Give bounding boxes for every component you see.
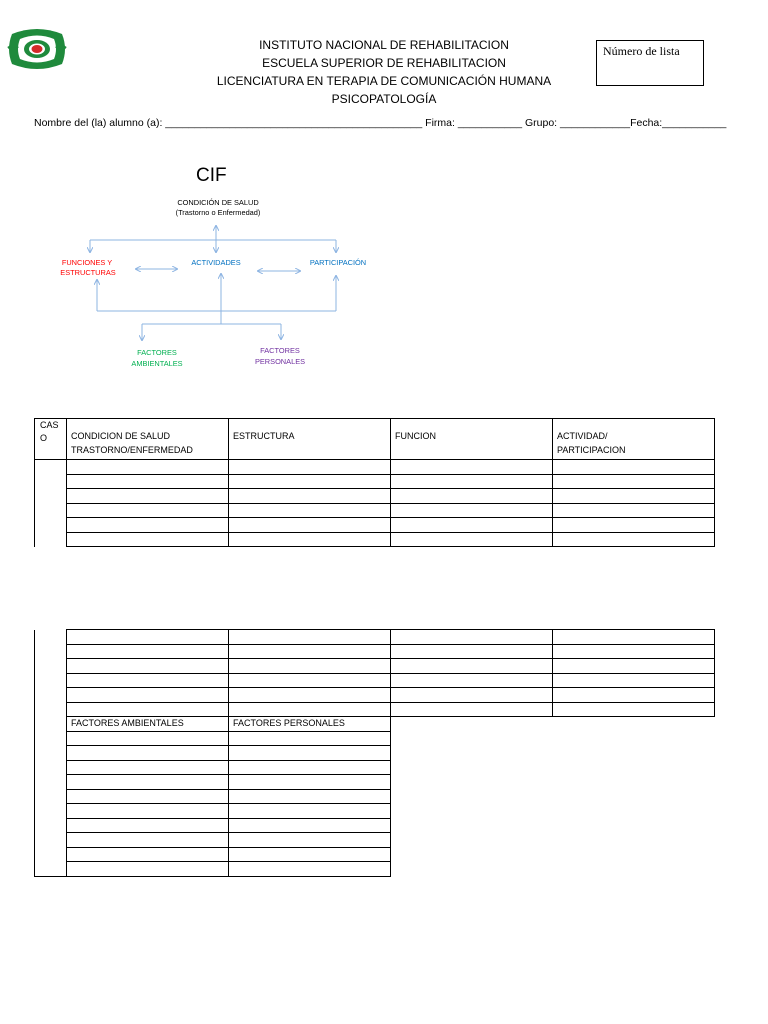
list-number-box[interactable] xyxy=(596,40,704,86)
table-row xyxy=(35,804,715,819)
table-row xyxy=(35,659,715,674)
actividades-label: ACTIVIDADES xyxy=(191,258,241,267)
table-cell[interactable] xyxy=(67,702,229,717)
table-cell[interactable] xyxy=(391,518,553,533)
table-row xyxy=(35,731,715,746)
table-row xyxy=(35,673,715,688)
cif-connectors xyxy=(90,226,336,340)
personales-label-1: FACTORES xyxy=(260,346,300,355)
table-cell[interactable] xyxy=(229,760,391,775)
table-cell[interactable] xyxy=(229,731,391,746)
table-cell[interactable] xyxy=(391,630,553,645)
caso-cell[interactable] xyxy=(35,630,67,877)
case-table-continued xyxy=(34,629,715,877)
table-cell[interactable] xyxy=(553,474,715,489)
table-cell[interactable] xyxy=(391,644,553,659)
table-cell[interactable] xyxy=(229,460,391,475)
condicion-header-1: CONDICION DE SALUD xyxy=(71,431,171,441)
table-row xyxy=(35,644,715,659)
table-cell[interactable] xyxy=(229,862,391,877)
table-cell[interactable] xyxy=(67,489,229,504)
table-cell[interactable] xyxy=(229,503,391,518)
student-info-line: Nombre del (la) alumno (a): ____________________________________________ Firma: ___________ Grupo: ____________Fecha:___________ xyxy=(34,117,727,129)
health-condition-label-1: CONDICIÓN DE SALUD xyxy=(177,198,259,207)
actividad-header-1: ACTIVIDAD/ xyxy=(557,431,608,441)
table-header-row xyxy=(35,419,715,460)
personales-label-2: PERSONALES xyxy=(254,357,306,366)
factores-personales-label: FACTORES PERSONALES xyxy=(233,718,345,728)
participacion-label: PARTICIPACIÓN xyxy=(309,258,367,267)
caso-header-1: CAS xyxy=(40,420,59,430)
table-cell[interactable] xyxy=(391,474,553,489)
table-cell[interactable] xyxy=(67,673,229,688)
table-cell[interactable] xyxy=(67,731,229,746)
table-cell[interactable] xyxy=(67,760,229,775)
table-cell[interactable] xyxy=(67,460,229,475)
caso-cell[interactable] xyxy=(35,460,67,547)
table-row xyxy=(35,460,715,475)
table-row xyxy=(35,775,715,790)
ambientales-label-1: FACTORES xyxy=(137,348,177,357)
table-row xyxy=(35,489,715,504)
table-cell[interactable] xyxy=(229,804,391,819)
actividad-header xyxy=(553,419,715,460)
funcion-header xyxy=(391,419,553,460)
table-row xyxy=(35,474,715,489)
table-cell[interactable] xyxy=(229,688,391,703)
course-name: PSICOPATOLOGÍA xyxy=(331,92,437,106)
table-cell[interactable] xyxy=(391,460,553,475)
factores-header-row xyxy=(35,717,715,732)
table-cell[interactable] xyxy=(553,518,715,533)
table-cell[interactable] xyxy=(229,818,391,833)
table-cell[interactable] xyxy=(229,746,391,761)
condicion-header-2: TRASTORNO/ENFERMEDAD xyxy=(71,445,193,455)
table-row xyxy=(35,862,715,877)
table-cell[interactable] xyxy=(553,659,715,674)
condicion-header xyxy=(67,419,229,460)
health-condition-label-2: (Trastorno o Enfermedad) xyxy=(175,208,261,217)
cif-title: CIF xyxy=(196,165,227,186)
degree-name: LICENCIATURA EN TERAPIA DE COMUNICACIÓN HUMANA xyxy=(216,74,552,88)
table-row xyxy=(35,833,715,848)
table-cell[interactable] xyxy=(229,789,391,804)
table-row xyxy=(35,532,715,547)
table-cell[interactable] xyxy=(391,673,553,688)
estructura-header xyxy=(229,419,391,460)
table-cell[interactable] xyxy=(67,804,229,819)
table-row xyxy=(35,688,715,703)
table-cell[interactable] xyxy=(391,702,553,717)
factores-ambientales-header xyxy=(67,717,229,732)
table-cell[interactable] xyxy=(67,746,229,761)
table-cell[interactable] xyxy=(67,789,229,804)
institution-name: INSTITUTO NACIONAL DE REHABILITACION xyxy=(259,38,509,52)
table-row xyxy=(35,847,715,862)
table-cell[interactable] xyxy=(229,833,391,848)
school-name: ESCUELA SUPERIOR DE REHABILITACION xyxy=(262,56,506,70)
funciones-label-1: FUNCIONES Y xyxy=(61,258,113,267)
table-cell[interactable] xyxy=(553,503,715,518)
table-cell[interactable] xyxy=(553,702,715,717)
table-row xyxy=(35,760,715,775)
table-cell[interactable] xyxy=(229,847,391,862)
table-cell[interactable] xyxy=(553,489,715,504)
table-cell[interactable] xyxy=(391,659,553,674)
case-table xyxy=(34,418,715,547)
institution-header xyxy=(190,36,578,108)
table-cell[interactable] xyxy=(391,688,553,703)
table-row xyxy=(35,702,715,717)
table-cell[interactable] xyxy=(553,460,715,475)
table-cell[interactable] xyxy=(67,862,229,877)
table-cell[interactable] xyxy=(391,489,553,504)
table-cell[interactable] xyxy=(67,474,229,489)
table-cell[interactable] xyxy=(229,673,391,688)
caso-header xyxy=(35,419,67,460)
table-cell[interactable] xyxy=(553,688,715,703)
factores-ambientales-label: FACTORES AMBIENTALES xyxy=(71,718,184,728)
table-cell[interactable] xyxy=(553,673,715,688)
actividad-header-2: PARTICIPACION xyxy=(557,445,626,455)
table-cell[interactable] xyxy=(67,644,229,659)
list-number-label: Número de lista xyxy=(603,44,680,58)
table-cell[interactable] xyxy=(67,775,229,790)
table-cell[interactable] xyxy=(229,702,391,717)
table-cell[interactable] xyxy=(229,644,391,659)
inr-logo-icon xyxy=(6,26,68,72)
table-row xyxy=(35,789,715,804)
table-row xyxy=(35,518,715,533)
funciones-label-2: ESTRUCTURAS xyxy=(60,268,116,277)
table-cell[interactable] xyxy=(229,532,391,547)
table-cell[interactable] xyxy=(553,630,715,645)
table-cell[interactable] xyxy=(229,659,391,674)
funcion-header-label: FUNCION xyxy=(395,431,436,441)
table-cell[interactable] xyxy=(67,518,229,533)
table-cell[interactable] xyxy=(391,532,553,547)
table-cell[interactable] xyxy=(67,833,229,848)
table-cell[interactable] xyxy=(67,659,229,674)
table-cell[interactable] xyxy=(229,630,391,645)
table-cell[interactable] xyxy=(67,818,229,833)
table-cell[interactable] xyxy=(229,775,391,790)
table-cell[interactable] xyxy=(553,644,715,659)
table-cell[interactable] xyxy=(67,532,229,547)
table-cell[interactable] xyxy=(391,503,553,518)
table-cell[interactable] xyxy=(67,503,229,518)
table-cell[interactable] xyxy=(553,532,715,547)
estructura-header-label: ESTRUCTURA xyxy=(233,431,295,441)
table-row xyxy=(35,630,715,645)
table-cell[interactable] xyxy=(67,630,229,645)
table-cell[interactable] xyxy=(229,489,391,504)
cif-diagram xyxy=(50,192,380,377)
table-cell[interactable] xyxy=(229,474,391,489)
table-row xyxy=(35,746,715,761)
table-cell[interactable] xyxy=(229,518,391,533)
table-row xyxy=(35,503,715,518)
table-cell[interactable] xyxy=(67,688,229,703)
caso-header-2: O xyxy=(40,433,48,443)
table-cell[interactable] xyxy=(67,847,229,862)
factores-personales-header xyxy=(229,717,391,732)
table-row xyxy=(35,818,715,833)
ambientales-label-2: AMBIENTALES xyxy=(131,359,183,368)
